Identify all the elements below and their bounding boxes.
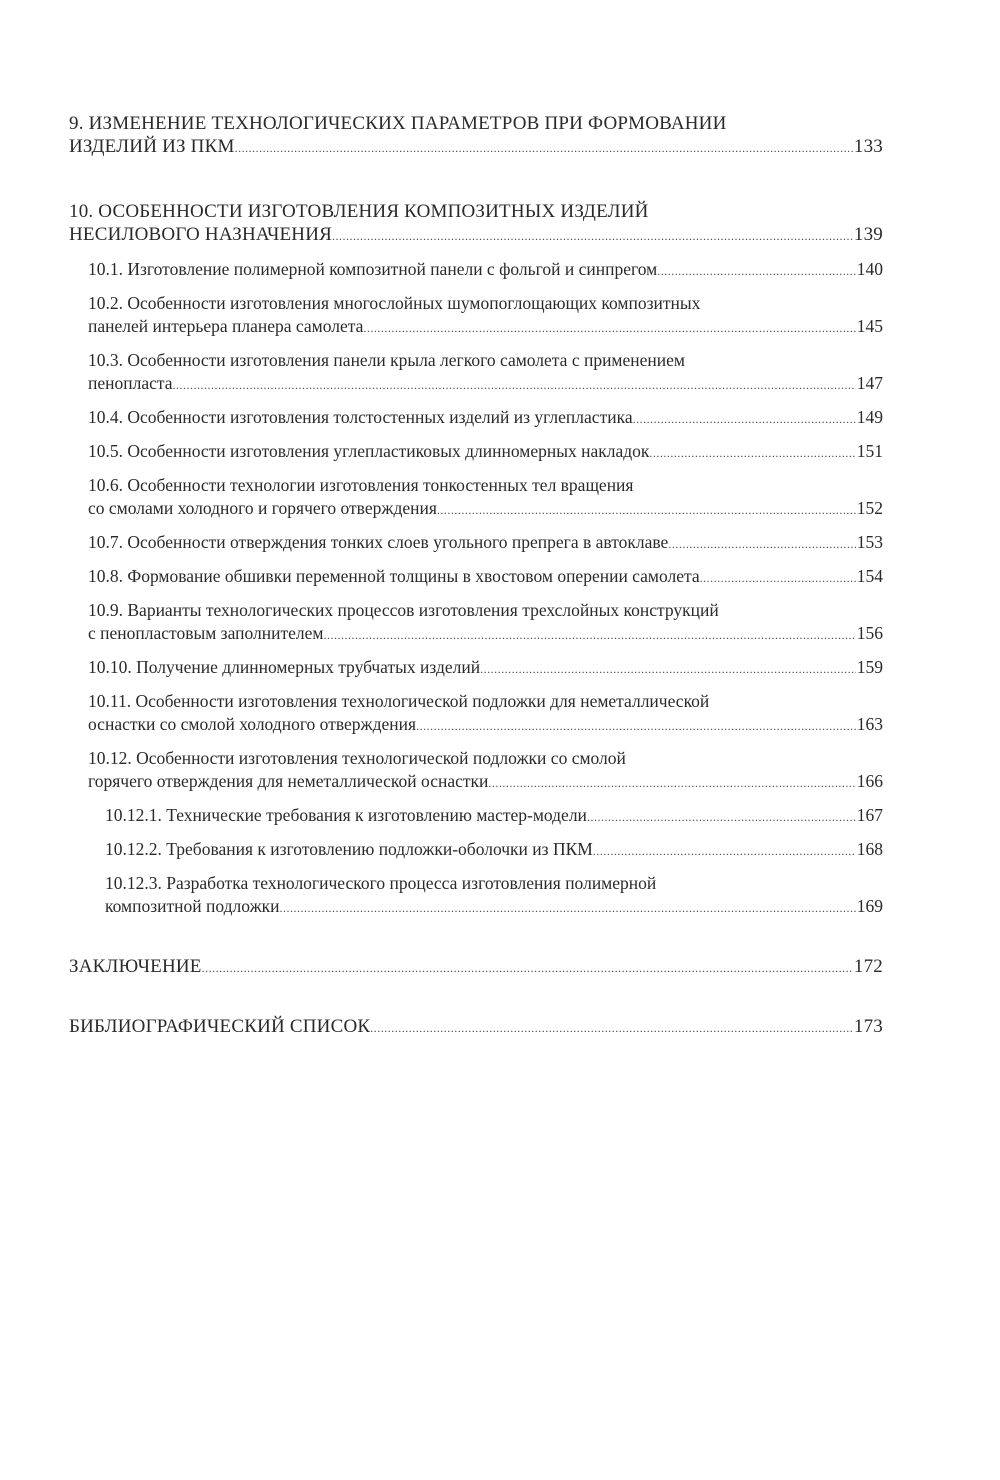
toc-entry-title-line: 10.11. Особенности изготовления технологической подложки для неметаллической bbox=[88, 691, 710, 711]
toc-entry-last-line bbox=[105, 895, 883, 920]
dot-leader bbox=[332, 223, 853, 248]
toc-page-number: 139 bbox=[853, 224, 883, 245]
dot-leader bbox=[587, 804, 856, 829]
toc-page-number: 154 bbox=[856, 566, 883, 586]
toc-page-number: 168 bbox=[856, 839, 883, 859]
dot-leader bbox=[202, 955, 853, 980]
toc-entry[interactable] bbox=[69, 349, 883, 397]
toc-entry-title-line: композитной подложки bbox=[105, 896, 280, 916]
toc-entry-title-line: со смолами холодного и горячего отверждения bbox=[88, 498, 437, 518]
toc-page-number: 172 bbox=[853, 956, 883, 977]
dot-leader bbox=[437, 497, 856, 522]
toc-entry[interactable] bbox=[69, 565, 883, 590]
toc-entry-last-line bbox=[69, 1015, 883, 1040]
table-of-contents bbox=[69, 112, 883, 1040]
toc-entry-title-line: 10.2. Особенности изготовления многослойных шумопоглощающих композитных bbox=[88, 293, 701, 313]
toc-page-number: 149 bbox=[856, 407, 883, 427]
toc-entry[interactable] bbox=[69, 258, 883, 283]
toc-entry[interactable] bbox=[69, 531, 883, 556]
toc-page-number: 163 bbox=[856, 714, 883, 734]
toc-entry[interactable] bbox=[69, 838, 883, 863]
toc-entry[interactable] bbox=[69, 872, 883, 920]
toc-entry-last-line bbox=[88, 440, 883, 465]
toc-entry-last-line bbox=[69, 135, 883, 160]
toc-entry-title-line: 10.1. Изготовление полимерной композитной панели с фольгой и синпрегом bbox=[88, 259, 658, 279]
toc-page-number: 147 bbox=[856, 373, 883, 393]
toc-entry-title-line: 10.7. Особенности отверждения тонких слоев угольного препрега в автоклаве bbox=[88, 532, 669, 552]
dot-leader bbox=[593, 838, 856, 863]
toc-entry-title-line: БИБЛИОГРАФИЧЕСКИЙ СПИСОК bbox=[69, 1016, 371, 1037]
dot-leader bbox=[280, 895, 856, 920]
toc-entry-title-line: 10.4. Особенности изготовления толстостенных изделий из углепластика bbox=[88, 407, 633, 427]
dot-leader bbox=[488, 770, 855, 795]
toc-entry[interactable] bbox=[69, 804, 883, 829]
dot-leader bbox=[416, 713, 856, 738]
toc-entry-last-line bbox=[88, 406, 883, 431]
toc-entry-last-line bbox=[88, 770, 883, 795]
toc-entry-title-line: оснастки со смолой холодного отверждения bbox=[88, 714, 417, 734]
toc-entry-title-line: 10.5. Особенности изготовления углепластиковых длинномерных накладок bbox=[88, 441, 650, 461]
toc-entry-title-line: ЗАКЛЮЧЕНИЕ bbox=[69, 956, 202, 977]
toc-entry[interactable] bbox=[69, 200, 883, 248]
toc-entry-title-line: 10.12.3. Разработка технологического процесса изготовления полимерной bbox=[105, 873, 657, 893]
toc-entry-title-line: 10.12.1. Технические требования к изготовлению мастер-модели bbox=[105, 805, 587, 825]
toc-entry-title-line: 10.8. Формование обшивки переменной толщины в хвостовом оперении самолета bbox=[88, 566, 700, 586]
toc-entry[interactable] bbox=[69, 440, 883, 465]
toc-page-number: 133 bbox=[853, 136, 883, 157]
toc-page-number: 167 bbox=[856, 805, 883, 825]
toc-entry-title-line: ИЗДЕЛИЙ ИЗ ПКМ bbox=[69, 136, 235, 157]
toc-entry-last-line bbox=[88, 497, 883, 522]
toc-entry-title-line: панелей интерьера планера самолета bbox=[88, 316, 364, 336]
toc-entry[interactable] bbox=[69, 690, 883, 738]
toc-page-number: 166 bbox=[856, 771, 883, 791]
dot-leader bbox=[700, 565, 856, 590]
toc-entry-last-line bbox=[88, 258, 883, 283]
toc-entry-last-line bbox=[105, 838, 883, 863]
dot-leader bbox=[323, 622, 855, 647]
toc-page-number: 145 bbox=[856, 316, 883, 336]
dot-leader bbox=[657, 258, 856, 283]
dot-leader bbox=[480, 656, 856, 681]
toc-entry-title-line: 10. ОСОБЕННОСТИ ИЗГОТОВЛЕНИЯ КОМПОЗИТНЫХ ИЗДЕЛИЙ bbox=[69, 201, 649, 222]
toc-page-number: 140 bbox=[856, 259, 883, 279]
toc-entry[interactable] bbox=[69, 747, 883, 795]
dot-leader bbox=[649, 440, 855, 465]
toc-entry[interactable] bbox=[69, 1015, 883, 1040]
toc-entry-last-line bbox=[69, 955, 883, 980]
toc-entry-last-line bbox=[88, 531, 883, 556]
toc-entry[interactable] bbox=[69, 955, 883, 980]
dot-leader bbox=[235, 135, 853, 160]
toc-entry[interactable] bbox=[69, 406, 883, 431]
toc-entry-last-line bbox=[88, 372, 883, 397]
dot-leader bbox=[173, 372, 856, 397]
toc-entry-last-line bbox=[88, 713, 883, 738]
toc-entry[interactable] bbox=[69, 656, 883, 681]
toc-page-number: 156 bbox=[856, 623, 883, 643]
toc-entry-title-line: 10.3. Особенности изготовления панели крыла легкого самолета с применением bbox=[88, 350, 685, 370]
toc-entry[interactable] bbox=[69, 474, 883, 522]
dot-leader bbox=[370, 1015, 853, 1040]
toc-page-number: 152 bbox=[856, 498, 883, 518]
dot-leader bbox=[633, 406, 856, 431]
toc-entry-title-line: с пенопластовым заполнителем bbox=[88, 623, 324, 643]
toc-entry-title-line: 10.12.2. Требования к изготовлению подложки-оболочки из ПКМ bbox=[105, 839, 593, 859]
toc-entry-title-line: 10.9. Варианты технологических процессов изготовления трехслойных конструкций bbox=[88, 600, 719, 620]
toc-entry[interactable] bbox=[69, 292, 883, 340]
toc-entry-title-line: НЕСИЛОВОГО НАЗНАЧЕНИЯ bbox=[69, 224, 333, 245]
toc-entry-last-line bbox=[88, 656, 883, 681]
toc-page-number: 153 bbox=[856, 532, 883, 552]
toc-entry-last-line bbox=[105, 804, 883, 829]
toc-entry-last-line bbox=[69, 223, 883, 248]
dot-leader bbox=[668, 531, 855, 556]
toc-entry-title-line: 9. ИЗМЕНЕНИЕ ТЕХНОЛОГИЧЕСКИХ ПАРАМЕТРОВ ПРИ ФОРМОВАНИИ bbox=[69, 113, 727, 134]
toc-entry-title-line: горячего отверждения для неметаллической оснастки bbox=[88, 771, 489, 791]
toc-entry-last-line bbox=[88, 315, 883, 340]
toc-entry-last-line bbox=[88, 565, 883, 590]
toc-page-number: 151 bbox=[856, 441, 883, 461]
toc-entry[interactable] bbox=[69, 599, 883, 647]
toc-entry-title-line: 10.12. Особенности изготовления технологической подложки со смолой bbox=[88, 748, 626, 768]
toc-page-number: 173 bbox=[853, 1016, 883, 1037]
toc-page-number: 169 bbox=[856, 896, 883, 916]
toc-page-number: 159 bbox=[856, 657, 883, 677]
toc-entry-title-line: 10.10. Получение длинномерных трубчатых изделий bbox=[88, 657, 481, 677]
toc-entry-last-line bbox=[88, 622, 883, 647]
toc-entry[interactable] bbox=[69, 112, 883, 160]
toc-entry-title-line: пенопласта bbox=[88, 373, 173, 393]
dot-leader bbox=[363, 315, 855, 340]
toc-entry-title-line: 10.6. Особенности технологии изготовления тонкостенных тел вращения bbox=[88, 475, 634, 495]
